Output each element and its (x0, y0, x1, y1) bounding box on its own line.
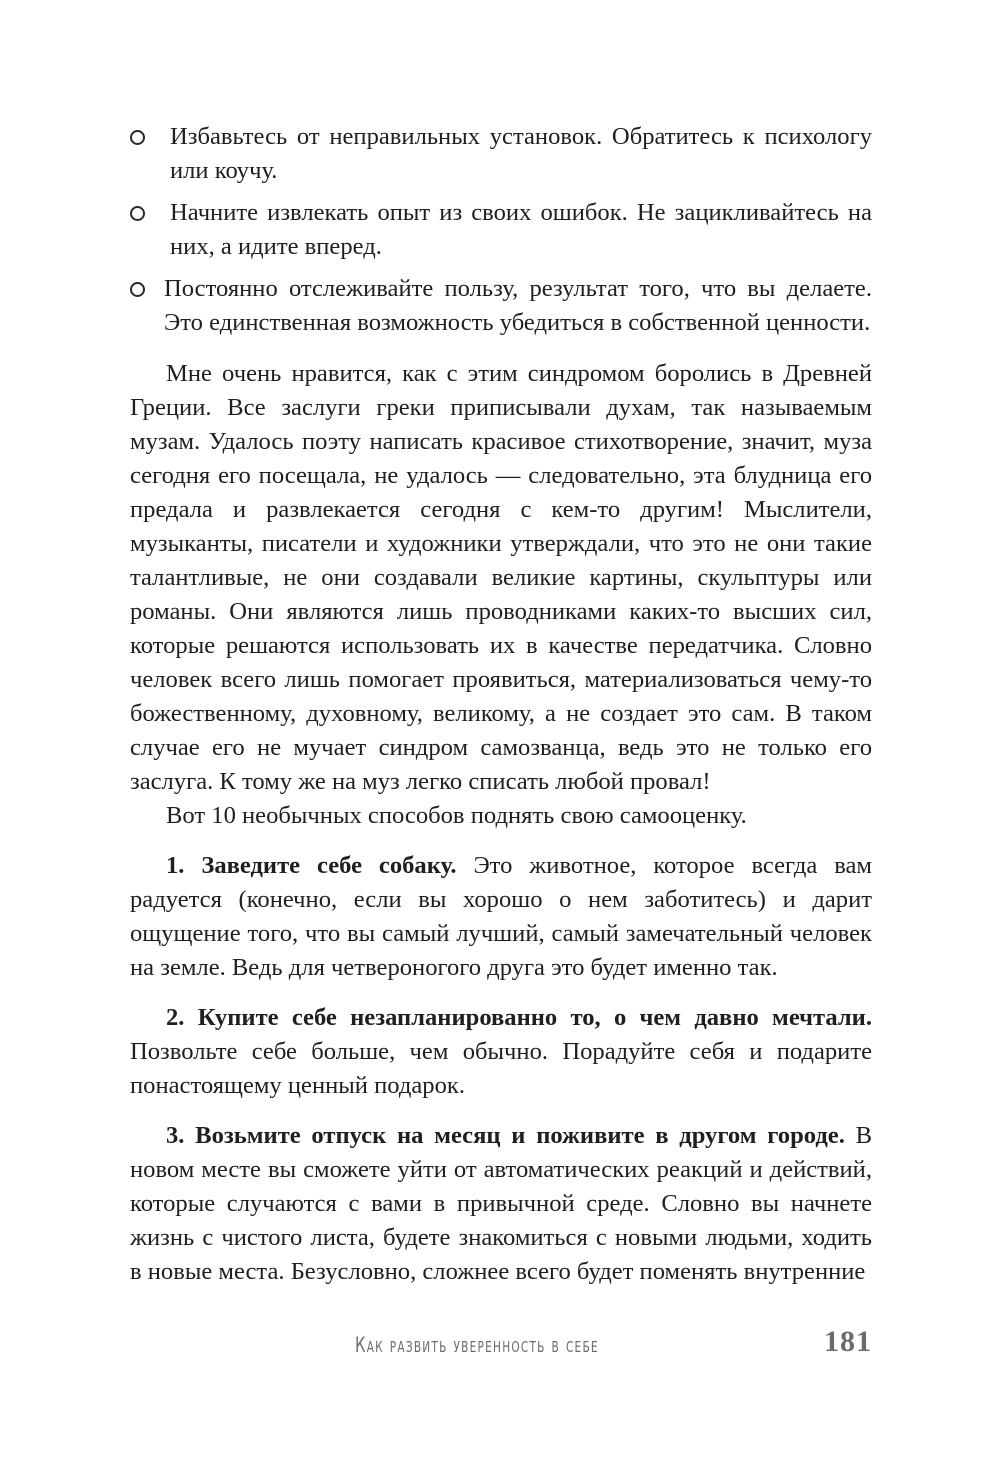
running-title: Как развить уверенность в себе (355, 1333, 599, 1357)
circle-bullet-icon (130, 206, 145, 221)
method-3-paragraph (130, 1119, 872, 1289)
intro-paragraph: Вот 10 необычных способов поднять свою самооценку. (166, 802, 747, 829)
page-number: 181 (824, 1325, 872, 1358)
circle-bullet-icon (130, 130, 145, 145)
list-item-text: Начните извлекать опыт из своих ошибок. Не зацикливайтесь на них, а идите вперед. (170, 199, 872, 260)
list-item (130, 272, 872, 340)
method-2-paragraph (130, 1001, 872, 1103)
method-1-paragraph (130, 849, 872, 985)
page-footer (355, 1325, 872, 1365)
circle-bullet-icon (130, 282, 145, 297)
list-item-text: Избавьтесь от неправильных установок. Обратитесь к психологу или коучу. (170, 123, 872, 184)
method-1-text: Это животное, которое всегда вам радуется (конечно, если вы хорошо о нем заботитесь) и дарит ощущение того, что вы самый лучший, самый замечательный человек на земле. Ведь для четвероногого друга это будет именно так. (130, 852, 872, 981)
list-item-text: Постоянно отслеживайте пользу, результат того, что вы делаете. Это единственная возможность убедиться в собственной ценности. (164, 275, 872, 336)
muses-paragraph: Мне очень нравится, как с этим синдромом боролись в Древней Греции. Все заслуги греки приписывали духам, так называемым музам. Удалось поэту написать красивое стихотворение, значит, муза сегодня его посещала, не удалось — следовательно, эта блудница его предала и развлекается сегодня с кем-то другим! Мыслители, музыканты, писатели и художники утверждали, что это не они такие талантливые, не они создавали великие картины, скульптуры или романы. Они являются лишь проводниками каких-то высших сил, которые решаются использовать их в качестве передатчика. Словно человек всего лишь помогает проявиться, материализоваться чему-то божественному, духовному, великому, а не создает это сам. В таком случае его не мучает синдром самозванца, ведь это не только его заслуга. К тому же на муз легко списать любой провал! (130, 360, 872, 795)
method-1-heading: 1. Заведите себе собаку. (166, 852, 457, 879)
page-body (130, 120, 872, 1289)
method-3-heading: 3. Возьмите отпуск на месяц и поживите в другом городе. (166, 1122, 845, 1149)
list-item (130, 120, 872, 188)
method-3-text: В новом месте вы сможете уйти от автоматических реакций и действий, которые случаются с вами в привычной среде. Словно вы начнете жизнь с чистого листа, будете знакомиться с новыми людьми, ходить в новые места. Безусловно, сложнее всего будет поменять внутренние (130, 1122, 872, 1285)
method-2-text: Позвольте себе больше, чем обычно. Порадуйте себя и подарите понастоящему ценный подарок. (130, 1038, 872, 1099)
method-2-heading: 2. Купите себе незапланированно то, о чем давно мечтали. (166, 1004, 872, 1031)
tips-list (130, 120, 872, 340)
list-item (130, 196, 872, 264)
